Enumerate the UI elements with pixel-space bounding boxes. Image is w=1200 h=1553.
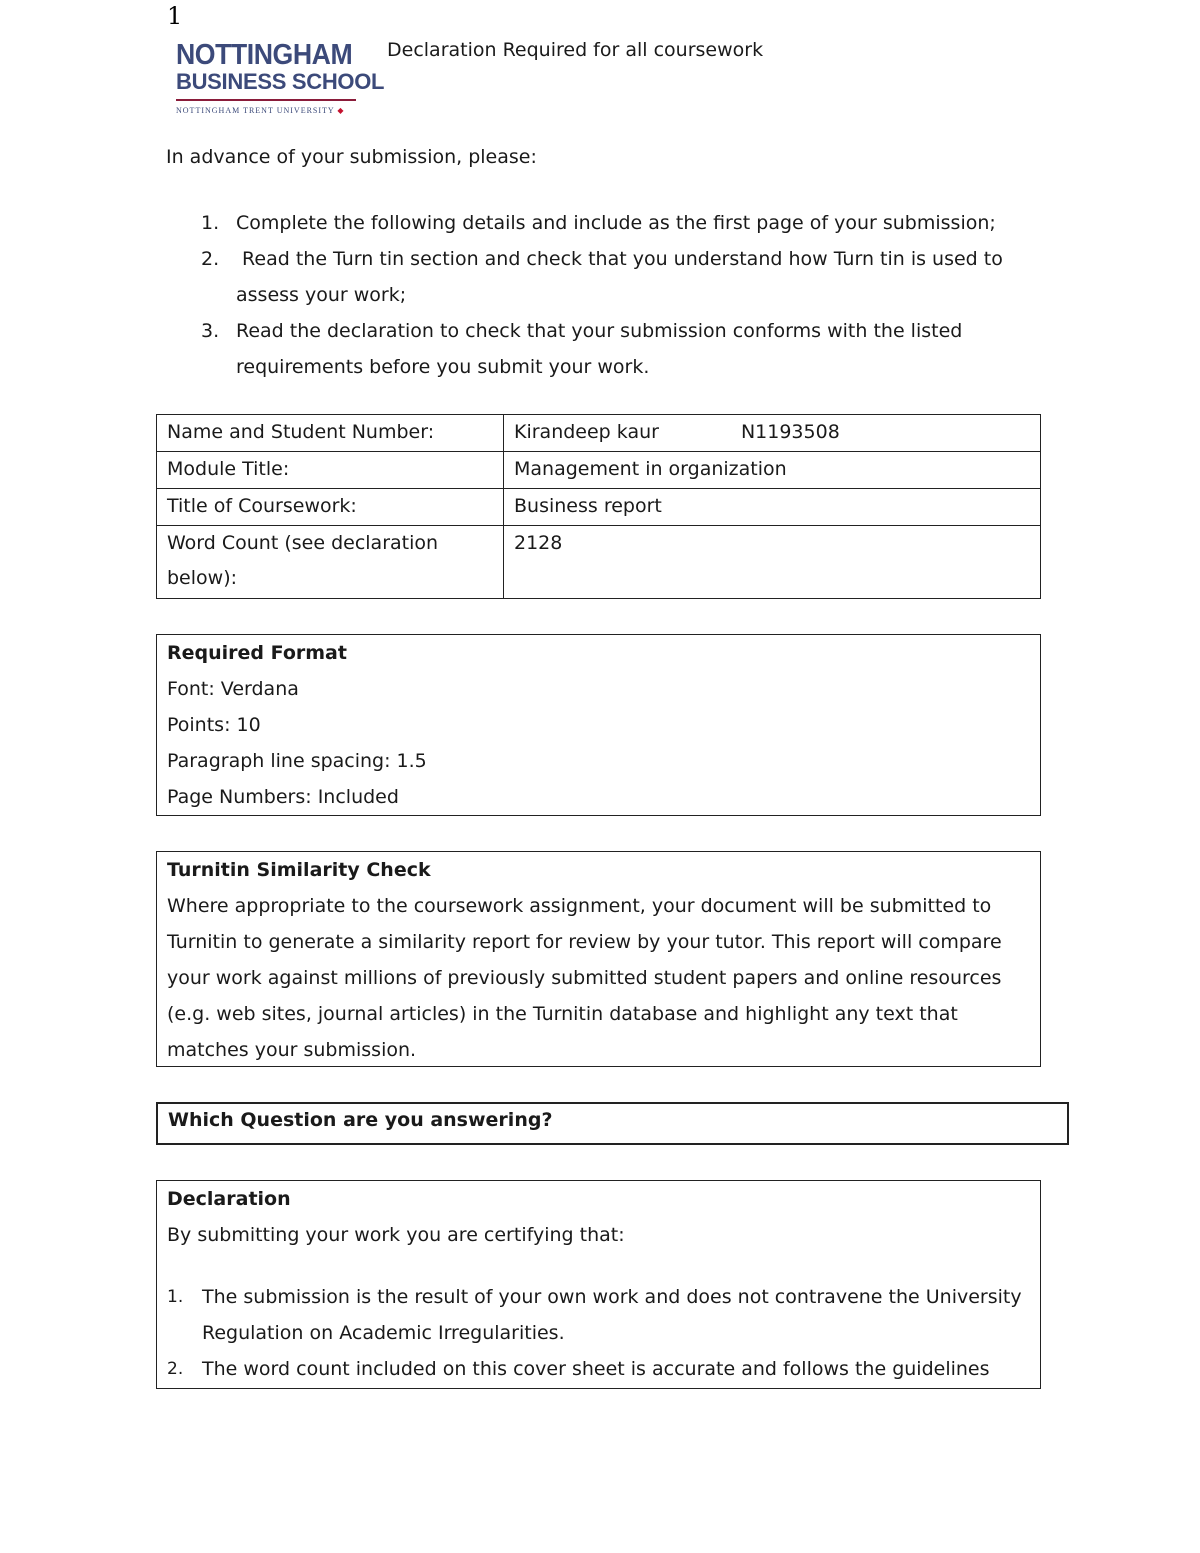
module-label: Module Title: (157, 452, 504, 489)
table-row (157, 489, 1041, 526)
logo-line-3: NOTTINGHAM TRENT UNIVERSITY ◆ (176, 106, 345, 115)
declaration-list (167, 1279, 1030, 1387)
instruction-list (165, 205, 1045, 385)
module-value: Management in organization (504, 452, 1041, 489)
table-row (157, 415, 1041, 452)
declaration-box (156, 1180, 1041, 1389)
logo-crest-icon: ◆ (337, 106, 345, 115)
word-count-value: 2128 (504, 526, 1041, 599)
coursework-title-value: Business report (504, 489, 1041, 526)
name-value-cell (504, 415, 1041, 452)
coursework-title-label: Title of Coursework: (157, 489, 504, 526)
instruction-item: 3. Read the declaration to check that your submission conforms with the listed requirements before you submit your work. (201, 320, 963, 378)
name-label: Name and Student Number: (157, 415, 504, 452)
nottingham-business-school-logo (176, 39, 385, 115)
word-count-label: Word Count (see declaration below): (157, 526, 504, 599)
logo-rule (176, 99, 356, 101)
table-row (157, 526, 1041, 599)
instruction-item: 1. Complete the following details and include as the first page of your submission; (201, 212, 996, 234)
student-name: Kirandeep kaur (514, 421, 659, 443)
declaration-intro: By submitting your work you are certifying that: (167, 1224, 625, 1246)
turnitin-heading: Turnitin Similarity Check (167, 859, 431, 881)
format-points: Points: 10 (167, 714, 261, 736)
question-heading: Which Question are you answering? (168, 1109, 553, 1131)
turnitin-body: Where appropriate to the coursework assignment, your document will be submitted to Turnitin to generate a similarity report for review by your tutor. This report will compare your work against millions of previously submitted student papers and online resources (e.g. web sites, journal articles) in the Turnitin database and highlight any text that matches your submission. (167, 895, 1002, 1061)
required-format-heading: Required Format (167, 642, 347, 664)
question-box (156, 1102, 1069, 1145)
logo-line-1: NOTTINGHAM (176, 39, 353, 71)
instruction-item: 2. Read the Turn tin section and check that you understand how Turn tin is used to assess your work; (201, 248, 1009, 306)
format-spacing: Paragraph line spacing: 1.5 (167, 750, 427, 772)
page-title: Declaration Required for all coursework (387, 39, 764, 61)
logo-line-2: BUSINESS SCHOOL (176, 69, 385, 94)
format-font: Font: Verdana (167, 678, 299, 700)
format-page-numbers: Page Numbers: Included (167, 786, 399, 808)
required-format-box (156, 634, 1041, 816)
page-number: 1 (167, 2, 183, 30)
student-number: N1193508 (740, 421, 840, 443)
turnitin-box (156, 851, 1041, 1067)
table-row (157, 452, 1041, 489)
declaration-item: 1. The submission is the result of your own work and does not contravene the University Regulation on Academic Irregularities. (167, 1286, 1022, 1344)
declaration-item: 2. The word count included on this cover sheet is accurate and follows the guidelines (167, 1358, 990, 1380)
intro-text: In advance of your submission, please: (166, 146, 537, 168)
student-details-table (156, 414, 1041, 599)
declaration-heading: Declaration (167, 1188, 291, 1210)
